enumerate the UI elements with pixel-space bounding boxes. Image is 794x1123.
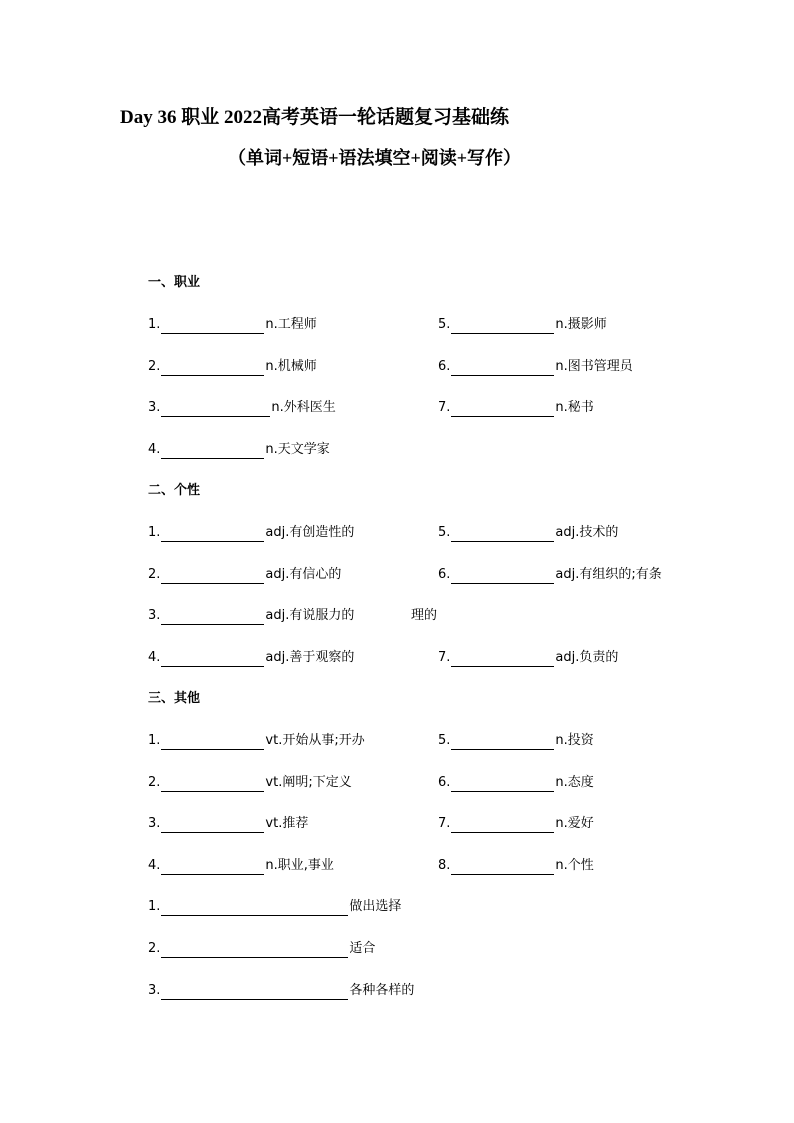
item-definition: 做出选择: [349, 899, 402, 914]
word-item: [438, 316, 607, 334]
item-number: 2.: [148, 567, 161, 582]
item-definition: n.工程师: [265, 317, 317, 332]
item-number: 3.: [148, 400, 161, 415]
answer-blank[interactable]: [451, 319, 554, 334]
item-definition: adj.有信心的: [265, 567, 342, 582]
item-number: 5.: [438, 525, 451, 540]
item-definition: vt.推荐: [265, 816, 309, 831]
item-number: 6.: [438, 775, 451, 790]
item-definition: n.秘书: [555, 400, 594, 415]
answer-blank[interactable]: [161, 901, 348, 916]
item-number: 8.: [438, 858, 451, 873]
word-item: [148, 566, 341, 584]
answer-blank[interactable]: [451, 818, 554, 833]
answer-blank[interactable]: [161, 402, 270, 417]
item-number: 1.: [148, 525, 161, 540]
item-definition: n.图书管理员: [555, 359, 633, 374]
answer-blank[interactable]: [161, 943, 348, 958]
answer-blank[interactable]: [161, 527, 264, 542]
answer-blank[interactable]: [161, 610, 264, 625]
answer-blank[interactable]: [451, 860, 554, 875]
item-definition: n.职业,事业: [265, 858, 334, 873]
word-item: [438, 358, 633, 376]
answer-blank[interactable]: [161, 735, 264, 750]
item-definition: adj.善于观察的: [265, 650, 355, 665]
item-number: 4.: [148, 858, 161, 873]
item-number: 2.: [148, 775, 161, 790]
item-number: 2.: [148, 941, 161, 956]
word-item: [438, 524, 618, 542]
item-number: 7.: [438, 400, 451, 415]
item-definition: 适合: [349, 941, 376, 956]
item-number: 1.: [148, 733, 161, 748]
phrase-item: [148, 982, 414, 1000]
word-item: [438, 732, 594, 750]
word-item: [438, 774, 594, 792]
item-number: 7.: [438, 816, 451, 831]
answer-blank[interactable]: [161, 569, 264, 584]
word-item: [438, 399, 594, 417]
answer-blank[interactable]: [451, 569, 554, 584]
item-definition: n.爱好: [555, 816, 594, 831]
item-definition: n.摄影师: [555, 317, 607, 332]
item-definition: vt.开始从事;开办: [265, 733, 365, 748]
word-item: [148, 399, 336, 417]
item-number: 3.: [148, 983, 161, 998]
word-item: [148, 649, 354, 667]
item-definition: adj.有说服力的: [265, 608, 355, 623]
answer-blank[interactable]: [161, 652, 264, 667]
word-item: [438, 566, 662, 584]
phrase-item: [148, 940, 375, 958]
item-number: 6.: [438, 359, 451, 374]
answer-blank[interactable]: [161, 361, 264, 376]
item-definition: adj.有组织的;有条: [555, 567, 662, 582]
answer-blank[interactable]: [451, 402, 554, 417]
phrase-item: [148, 898, 401, 916]
item-number: 1.: [148, 317, 161, 332]
answer-blank[interactable]: [451, 527, 554, 542]
section-heading-others: 三、其他: [148, 691, 201, 706]
item-definition: n.外科医生: [271, 400, 336, 415]
item-definition: n.投资: [555, 733, 594, 748]
item-number: 1.: [148, 899, 161, 914]
page-subtitle: （单词+短语+语法填空+阅读+写作）: [228, 148, 522, 168]
item-number: 7.: [438, 650, 451, 665]
word-item: [148, 441, 330, 459]
answer-blank[interactable]: [161, 985, 348, 1000]
word-item: [148, 524, 354, 542]
item-definition: n.机械师: [265, 359, 317, 374]
item-definition: n.个性: [555, 858, 594, 873]
item-definition: adj.技术的: [555, 525, 619, 540]
word-item: [438, 649, 618, 667]
item-number: 5.: [438, 317, 451, 332]
item-definition: vt.阐明;下定义: [265, 775, 352, 790]
word-item: [148, 857, 334, 875]
answer-blank[interactable]: [161, 444, 264, 459]
item-number: 4.: [148, 650, 161, 665]
item-number: 5.: [438, 733, 451, 748]
word-item: [438, 857, 594, 875]
section-heading-personality: 二、个性: [148, 483, 201, 498]
answer-blank[interactable]: [451, 735, 554, 750]
answer-blank[interactable]: [161, 777, 264, 792]
word-item: [148, 607, 354, 625]
section-heading-occupations: 一、职业: [148, 275, 201, 290]
word-item: [148, 732, 365, 750]
item-number: 3.: [148, 608, 161, 623]
answer-blank[interactable]: [161, 319, 264, 334]
answer-blank[interactable]: [451, 652, 554, 667]
item-definition: adj.有创造性的: [265, 525, 355, 540]
item-number: 6.: [438, 567, 451, 582]
item-number: 4.: [148, 442, 161, 457]
answer-blank[interactable]: [451, 361, 554, 376]
word-item: [148, 316, 317, 334]
item-number: 3.: [148, 816, 161, 831]
item-number: 2.: [148, 359, 161, 374]
page-title: Day 36 职业 2022高考英语一轮话题复习基础练: [120, 107, 509, 128]
word-item: [148, 774, 352, 792]
word-item: [438, 815, 594, 833]
answer-blank[interactable]: [451, 777, 554, 792]
word-item: [148, 815, 308, 833]
answer-blank[interactable]: [161, 818, 264, 833]
item-definition: 各种各样的: [349, 983, 415, 998]
answer-blank[interactable]: [161, 860, 264, 875]
item-definition: n.天文学家: [265, 442, 330, 457]
item-definition: n.态度: [555, 775, 594, 790]
item-definition: adj.负责的: [555, 650, 619, 665]
word-item: [148, 358, 317, 376]
definition-continuation: 理的: [411, 608, 438, 623]
